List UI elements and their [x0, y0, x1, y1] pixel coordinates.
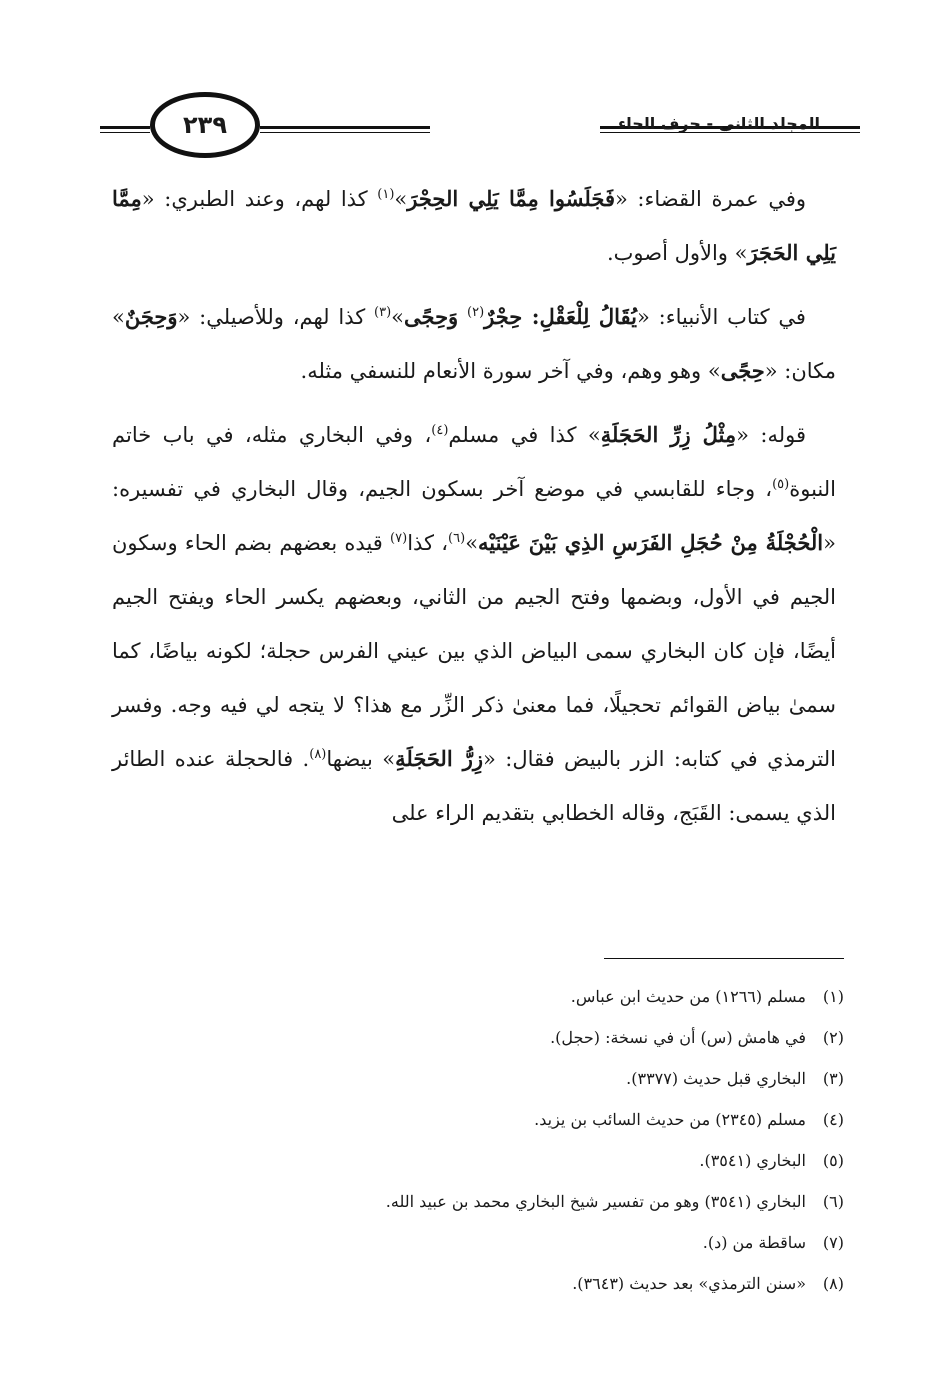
footnote-item — [112, 1017, 844, 1058]
footnote-number: (٤) — [822, 1110, 844, 1129]
footnote-text: مسلم (١٢٦٦) من حديث ابن عباس. — [570, 987, 806, 1006]
hadith-quote: زِرُّ الحَجَلَةِ — [395, 746, 483, 771]
footnote-item — [112, 1181, 844, 1222]
paragraph-3 — [112, 408, 836, 840]
footnote-number: (١) — [822, 987, 844, 1006]
footnote-number: (٥) — [822, 1151, 844, 1170]
footnote-ref[interactable]: (٦) — [448, 531, 466, 546]
text-run: » — [394, 187, 408, 211]
text-run: كذا لهم، وللأصيلي: « — [177, 305, 375, 329]
footnote-ref[interactable]: (٥) — [772, 477, 790, 492]
footnote-item — [112, 1140, 844, 1181]
footnote-item — [112, 1099, 844, 1140]
paragraph-2 — [112, 290, 836, 398]
page-number-oval — [150, 92, 260, 158]
footnotes-list — [112, 976, 844, 1304]
footnote-item — [112, 1222, 844, 1263]
hadith-quote: فَجَلَسُوا مِمَّا يَلِي الحِجْرَ — [407, 186, 615, 211]
text-run: » — [465, 531, 479, 555]
paragraph-1 — [112, 172, 836, 280]
footnote-item — [112, 1263, 844, 1304]
text-run: كذا لهم، وعند الطبري: « — [141, 187, 378, 211]
text-run: » — [391, 305, 405, 329]
footnote-number: (٦) — [822, 1192, 844, 1211]
hadith-quote: الْحُجْلَةُ مِنْ حُجَلِ الفَرَسِ الذِي بَيْنَ عَيْنَيْه — [478, 530, 824, 555]
footnote-text: ساقطة من (د). — [702, 1233, 806, 1252]
text-run: قوله: « — [736, 423, 806, 447]
header-rule-middle — [260, 126, 430, 129]
text-run: ، وجاء للقابسي في موضع آخر بسكون الجيم، وقال البخاري في تفسيره: « — [112, 477, 836, 555]
text-run: وفي عمرة القضاء: « — [614, 187, 806, 211]
page-number: ٢٣٩ — [183, 111, 227, 139]
text-run: » كذا في مسلم — [448, 423, 601, 447]
footnote-text: مسلم (٢٣٤٥) من حديث السائب بن يزيد. — [534, 1110, 806, 1129]
text-run: » بيضها — [326, 747, 396, 771]
footnote-ref[interactable]: (٤) — [431, 423, 449, 438]
text-run: » وهو وهم، وفي آخر سورة الأنعام للنسفي مثله. — [300, 359, 721, 383]
running-title: المجلد الثاني - حرف الحاء — [618, 114, 820, 133]
footnote-item — [112, 976, 844, 1017]
hadith-quote: مِثْلُ زِرِّ الحَجَلَةِ — [600, 422, 737, 447]
hadith-quote: حِجًى — [720, 358, 765, 383]
footnote-text: البخاري قبل حديث (٣٣٧٧). — [626, 1069, 806, 1088]
footnote-ref[interactable]: (١) — [377, 187, 395, 202]
footnote-number: (٨) — [822, 1274, 844, 1293]
footnote-number: (٧) — [822, 1233, 844, 1252]
footnote-text: البخاري (٣٥٤١) وهو من تفسير شيخ البخاري محمد بن عبيد الله. — [385, 1192, 806, 1211]
hadith-quote: وَحِجًى — [404, 304, 459, 329]
footnote-number: (٣) — [822, 1069, 844, 1088]
footnote-ref[interactable]: (٢) — [467, 305, 485, 320]
text-run: ، كذا — [407, 531, 449, 555]
footnote-ref[interactable]: (٧) — [390, 531, 408, 546]
hadith-quote: مِمَّا يَلِي الحَجَرَ — [112, 186, 836, 265]
footnote-ref[interactable]: (٨) — [309, 747, 327, 762]
header-rule-middle-thin — [260, 132, 430, 133]
text-run: في كتاب الأنبياء: « — [637, 305, 806, 329]
footnote-text: البخاري (٣٥٤١). — [699, 1151, 806, 1170]
footnote-number: (٢) — [822, 1028, 844, 1047]
text-run: » مكان: « — [112, 305, 836, 383]
page-header — [100, 92, 860, 162]
text-run: قيده بعضهم بضم الحاء وسكون الجيم في الأول، وبضمها وفتح الجيم من الثاني، وبعضهم يكسر الحاء ويفتح الجيم أيضًا، فإن كان البخاري سمى البياض الذي بين عيني الفرس حجلة؛ لكونه بياضًا، كما سمىٰ بياض القوائم تحجيلًا، فما معنىٰ ذكر الزِّر مع هذا؟ لا يتجه لي فيه وجه. وفسر الترمذي في كتابه: الزر بالبيض فقال: « — [112, 531, 836, 771]
text-run: ، وفي البخاري مثله، في باب خاتم النبوة — [112, 423, 836, 501]
footnote-text: «سنن الترمذي» بعد حديث (٣٦٤٣). — [572, 1274, 806, 1293]
text-run — [458, 305, 467, 329]
footnote-ref[interactable]: (٣) — [374, 305, 392, 320]
footnote-item — [112, 1058, 844, 1099]
footnote-text: في هامش (س) أن في نسخة: (حجل). — [550, 1028, 806, 1047]
text-run: . فالحجلة عنده الطائر الذي يسمى: القَبَج، وقاله الخطابي بتقديم الراء على — [112, 747, 836, 825]
header-rule-left — [100, 126, 150, 129]
text-run: » والأول أصوب. — [606, 241, 748, 265]
hadith-quote: يُقَالُ لِلْعَقْلِ: حِجْرٌ — [484, 304, 638, 329]
body-text — [112, 172, 836, 840]
footnote-separator — [604, 958, 844, 959]
hadith-quote: وَحِجَنٌ — [124, 304, 178, 329]
header-rule-left-thin — [100, 132, 150, 133]
